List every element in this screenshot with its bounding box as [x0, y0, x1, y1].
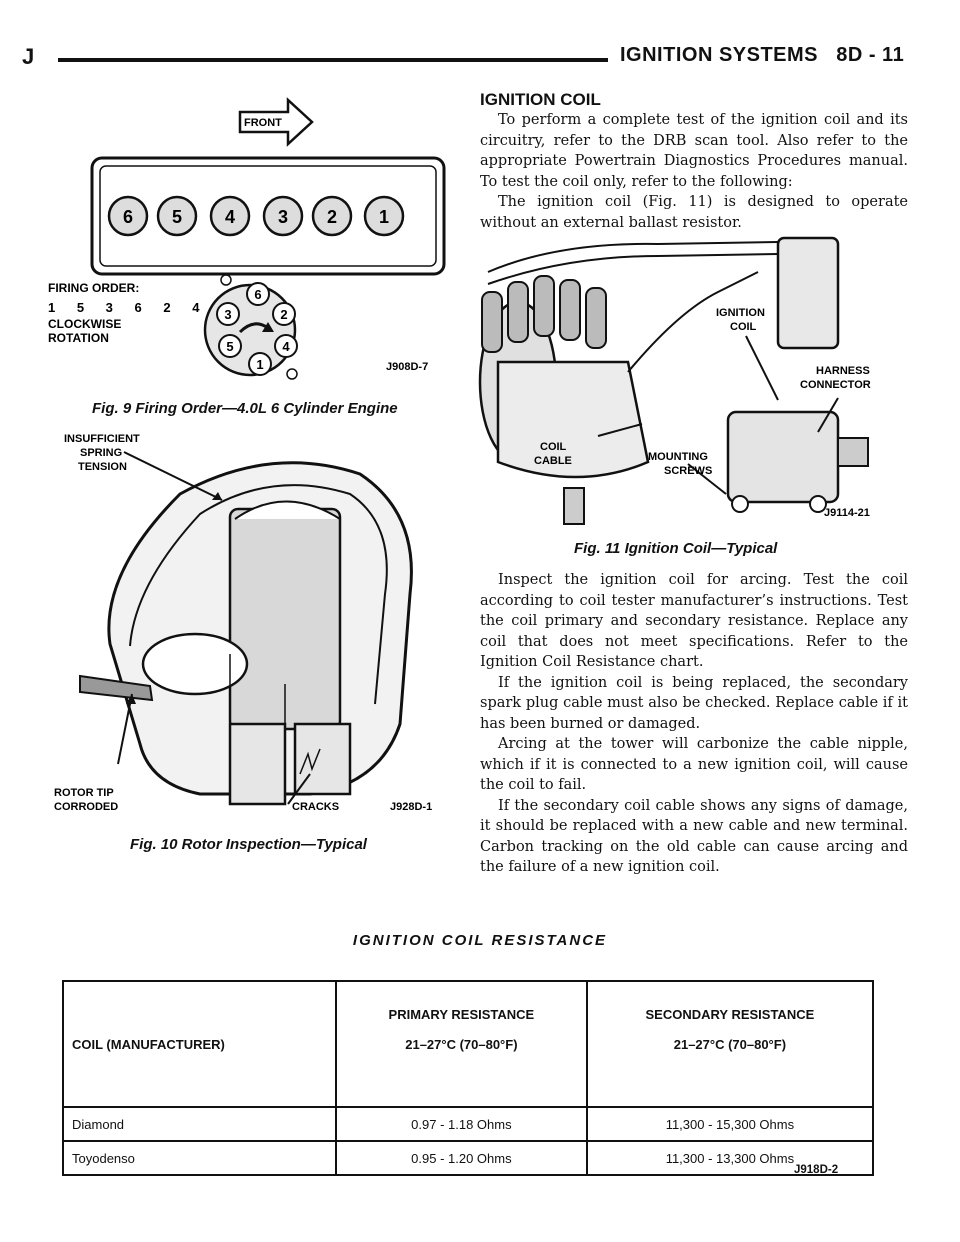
fig11-code: J9114-21 [824, 507, 870, 519]
primary-header-line1: PRIMARY RESISTANCE [388, 1007, 535, 1022]
fig11-caption: Fig. 11 Ignition Coil—Typical [574, 540, 778, 557]
label-rotor-2: CORRODED [54, 801, 119, 813]
firing-order-figure [40, 92, 460, 392]
row-primary: 0.97 - 1.18 Ohms [336, 1107, 587, 1141]
secondary-header-line2: 21–27°C (70–80°F) [673, 1037, 787, 1052]
row-secondary: 11,300 - 15,300 Ohms [587, 1107, 873, 1141]
body-paragraph: Arcing at the tower will carbonize the cable nipple, which if it is connected to a new ignition coil, will cause the coil to fail. [480, 736, 908, 793]
label-cracks: CRACKS [292, 801, 340, 813]
section-title: IGNITION COIL [480, 90, 601, 109]
body-text [480, 570, 908, 878]
ignition-coil-figure [478, 232, 914, 532]
header-title: IGNITION SYSTEMS [620, 44, 819, 66]
row-primary: 0.95 - 1.20 Ohms [336, 1141, 587, 1175]
label-cable-1: COIL [540, 441, 567, 453]
cylinder-number: 2 [326, 207, 338, 227]
cap-number: 4 [282, 339, 290, 354]
cap-number: 2 [280, 307, 288, 322]
body-paragraph: If the ignition coil is being replaced, the secondary spark plug cable must also be checked. Replace cable if it has been burned or damaged. [480, 674, 908, 732]
cylinder-number: 4 [224, 207, 236, 227]
col-header-secondary [587, 981, 873, 1107]
label-insufficient-2: SPRING [80, 447, 123, 459]
secondary-header-line1: SECONDARY RESISTANCE [645, 1007, 815, 1022]
section-letter: J [22, 44, 35, 69]
label-harness-1: HARNESS [816, 365, 870, 377]
cap-number: 3 [224, 307, 232, 322]
fig9-code: J908D-7 [386, 361, 429, 373]
table-row [63, 1141, 873, 1175]
row-manufacturer: Diamond [63, 1107, 336, 1141]
page-header [620, 44, 904, 67]
cap-number: 1 [256, 357, 264, 372]
table-code: J918D-2 [794, 1164, 839, 1176]
resistance-table [62, 980, 874, 1176]
fig10-code: J928D-1 [390, 801, 433, 813]
label-coil-2: COIL [730, 321, 757, 333]
body-paragraph: If the secondary coil cable shows any signs of damage, it should be replaced with a new cable and new terminal. Carbon tracking on the old cable can cause arcing and the failure of a new ignition coil. [480, 797, 908, 875]
col-header-coil: COIL (MANUFACTURER) [63, 981, 336, 1107]
label-insufficient-3: TENSION [78, 461, 127, 473]
col-header-primary [336, 981, 587, 1107]
front-label: FRONT [244, 117, 282, 129]
table-title: IGNITION COIL RESISTANCE [352, 932, 608, 949]
row-manufacturer: Toyodenso [63, 1141, 336, 1175]
firing-order-digits: 1 5 3 6 2 4 [48, 300, 209, 315]
label-harness-2: CONNECTOR [800, 379, 871, 391]
cap-number: 5 [226, 339, 234, 354]
cylinder-number: 3 [277, 207, 289, 227]
label-screws-2: SCREWS [664, 465, 713, 477]
label-rotor-1: ROTOR TIP [54, 787, 114, 799]
row-secondary: 11,300 - 13,300 Ohms [587, 1141, 873, 1175]
cylinder-number: 1 [378, 207, 390, 227]
rotation-line-1: CLOCKWISE [48, 317, 122, 331]
label-cable-2: CABLE [534, 455, 572, 467]
cylinder-number: 6 [122, 207, 134, 227]
label-coil-1: IGNITION [716, 307, 765, 319]
table-row [63, 1107, 873, 1141]
intro-paragraph: The ignition coil (Fig. 11) is designed to operate without an external ballast resistor. [480, 194, 908, 231]
body-paragraph: Inspect the ignition coil for arcing. Test the coil according to coil tester manufacturer’s instructions. Test the coil primary and secondary resistance. Replace any coil that does not meet specifications. Refer to the Ignition Coil Resistance chart. [480, 572, 908, 670]
cylinder-number: 5 [171, 207, 183, 227]
rotor-illustration [80, 463, 411, 804]
table-header-row [63, 981, 873, 1107]
label-insufficient-1: INSUFFICIENT [64, 433, 140, 445]
intro-paragraph: To perform a complete test of the ignition coil and its circuitry, refer to the DRB scan tool. Also refer to the appropriate Powertrain Diagnostics Procedures manual. To test the coil only, refer to the following: [480, 112, 908, 190]
fig9-caption: Fig. 9 Firing Order—4.0L 6 Cylinder Engine [92, 400, 398, 417]
header-rule [58, 58, 608, 62]
primary-header-line2: 21–27°C (70–80°F) [405, 1037, 518, 1052]
label-screws-1: MOUNTING [648, 451, 708, 463]
distributor-cap [205, 275, 297, 379]
cap-number: 6 [254, 287, 262, 302]
page-number: 8D - 11 [836, 44, 905, 66]
fig10-caption: Fig. 10 Rotor Inspection—Typical [130, 836, 367, 853]
firing-order-title: FIRING ORDER: [48, 281, 140, 295]
intro-text [480, 110, 908, 233]
rotation-line-2: ROTATION [48, 331, 109, 345]
rotor-inspection-figure [40, 424, 460, 834]
